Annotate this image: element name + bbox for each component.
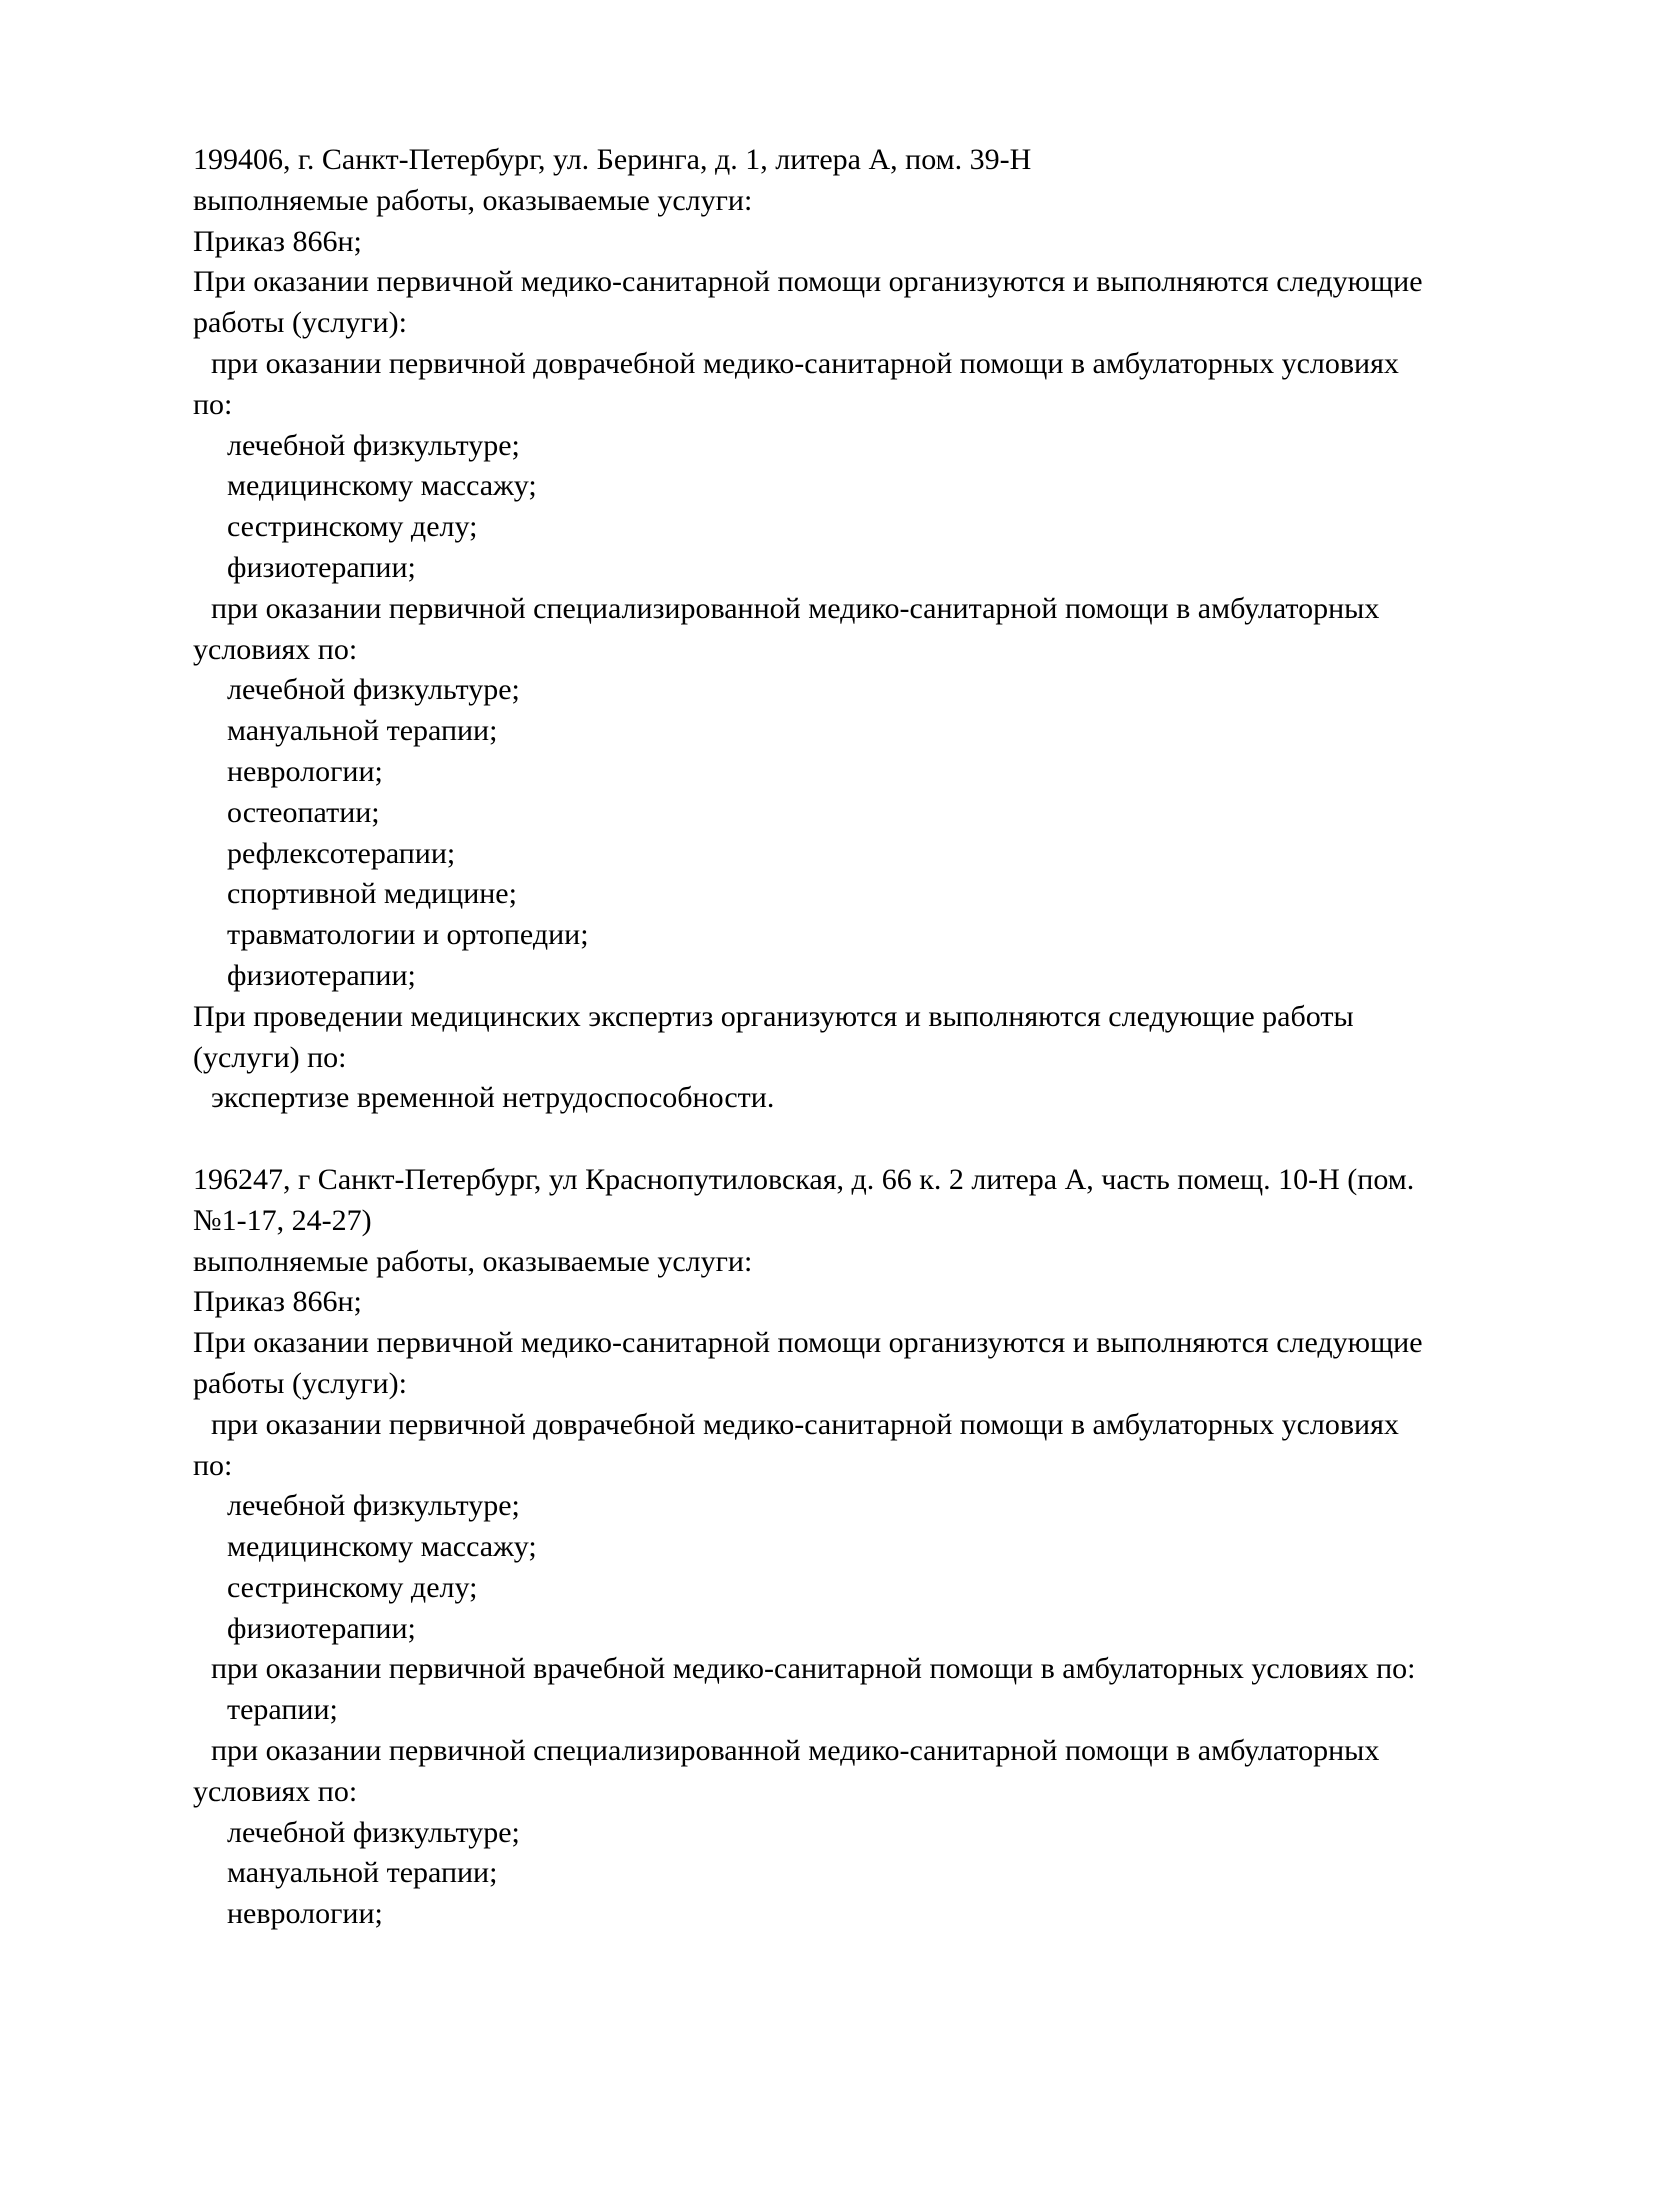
document-line: неврологии; — [227, 1897, 383, 1931]
document-line: (услуги) по: — [193, 1040, 347, 1074]
document-line: остеопатии; — [227, 795, 380, 829]
document-line: сестринскому делу; — [227, 510, 478, 544]
document-line: медицинскому массажу; — [227, 1530, 537, 1564]
document-line: 196247, г Санкт-Петербург, ул Краснопутиловская, д. 66 к. 2 литера А, часть помещ. 10-Н (пом. — [193, 1162, 1415, 1196]
document-line: рефлексотерапии; — [227, 836, 456, 870]
document-line: лечебной физкультуре; — [227, 673, 520, 707]
document-line: 199406, г. Санкт-Петербург, ул. Беринга, д. 1, литера А, пом. 39-Н — [193, 143, 1032, 176]
document-line: мануальной терапии; — [227, 714, 498, 748]
document-line: спортивной медицине; — [227, 877, 517, 911]
document-line: при оказании первичной специализированной медико-санитарной помощи в амбулаторных — [211, 591, 1380, 625]
document-line: мануальной терапии; — [227, 1856, 498, 1890]
document-line: условиях по: — [193, 632, 358, 666]
document-line: физиотерапии; — [227, 958, 416, 992]
document-line: работы (услуги): — [193, 306, 407, 340]
document-line: при оказании первичной доврачебной медико-санитарной помощи в амбулаторных условиях — [211, 1407, 1399, 1441]
document-line: физиотерапии; — [227, 550, 416, 584]
blank-line — [193, 1119, 1593, 1160]
document-line: лечебной физкультуре; — [227, 1815, 520, 1849]
document-line: лечебной физкультуре; — [227, 1489, 520, 1523]
document-line: При оказании первичной медико-санитарной помощи организуются и выполняются следующие — [193, 265, 1423, 299]
document-line: по: — [193, 1448, 233, 1482]
document-line: Приказ 866н; — [193, 224, 362, 258]
document-line: при оказании первичной врачебной медико-санитарной помощи в амбулаторных условиях по: — [211, 1652, 1416, 1686]
document-text-block — [193, 140, 1593, 1935]
document-line: лечебной физкультуре; — [227, 428, 520, 462]
document-line: работы (услуги): — [193, 1366, 407, 1400]
document-line: травматологии и ортопедии; — [227, 918, 589, 952]
document-line: физиотерапии; — [227, 1611, 416, 1645]
document-line: выполняемые работы, оказываемые услуги: — [193, 1244, 753, 1278]
document-line: При проведении медицинских экспертиз организуются и выполняются следующие работы — [193, 999, 1354, 1033]
document-line: по: — [193, 387, 233, 421]
document-line: при оказании первичной доврачебной медико-санитарной помощи в амбулаторных условиях — [211, 346, 1399, 380]
document-line: терапии; — [227, 1693, 338, 1727]
document-line: сестринскому делу; — [227, 1570, 478, 1604]
document-line: условиях по: — [193, 1774, 358, 1808]
document-line: экспертизе временной нетрудоспособности. — [211, 1081, 775, 1115]
document-line: медицинскому массажу; — [227, 469, 537, 503]
document-line: Приказ 866н; — [193, 1285, 362, 1319]
document-line: при оказании первичной специализированной медико-санитарной помощи в амбулаторных — [211, 1734, 1380, 1768]
document-line: неврологии; — [227, 754, 383, 788]
document-line: №1-17, 24-27) — [193, 1203, 372, 1237]
document-line: выполняемые работы, оказываемые услуги: — [193, 183, 753, 217]
document-line: При оказании первичной медико-санитарной помощи организуются и выполняются следующие — [193, 1326, 1423, 1360]
